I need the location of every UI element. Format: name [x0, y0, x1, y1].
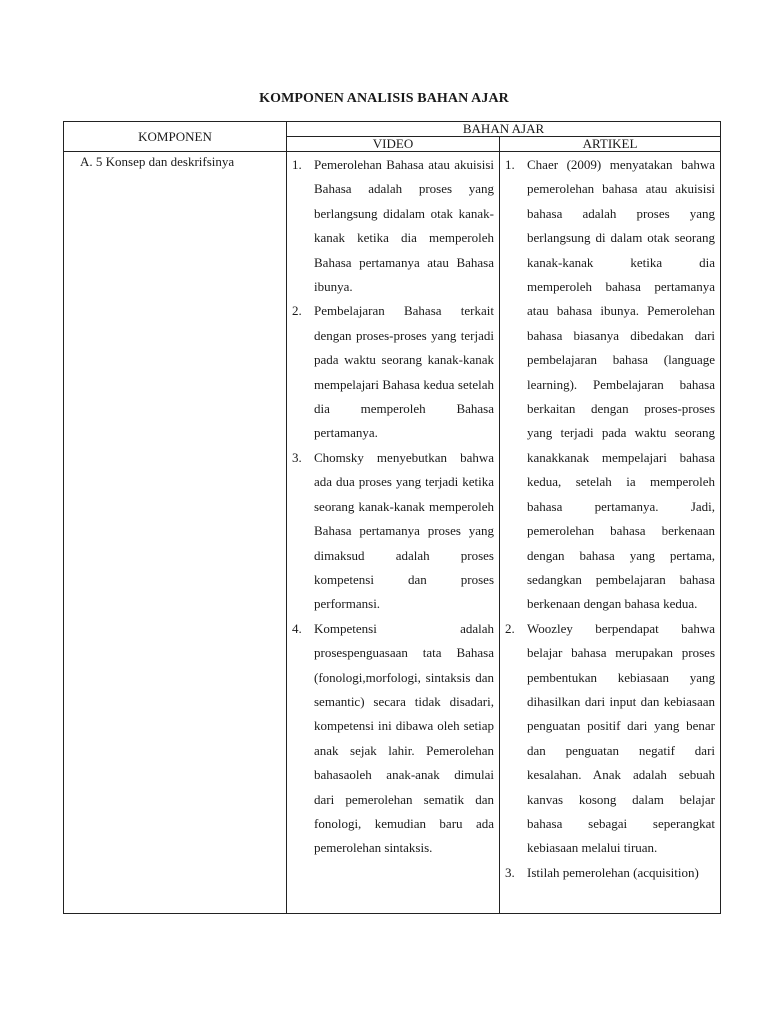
header-video: VIDEO — [287, 137, 500, 152]
video-item — [287, 153, 499, 299]
artikel-item — [500, 153, 720, 617]
artikel-item-text: Istilah pemerolehan (acquisition) — [527, 864, 699, 880]
video-item-number: 1. — [292, 157, 302, 172]
artikel-item-number: 3. — [505, 864, 515, 880]
komponen-cell: A. 5 Konsep dan deskrifsinya — [64, 152, 287, 914]
video-item — [287, 446, 499, 617]
video-item — [287, 299, 499, 445]
header-komponen: KOMPONEN — [64, 122, 287, 152]
artikel-cell — [500, 152, 721, 914]
artikel-item — [500, 861, 720, 885]
header-artikel: ARTIKEL — [500, 137, 721, 152]
video-cell — [287, 152, 500, 914]
artikel-item-number: 1. — [505, 157, 515, 172]
video-item-text: Kompetensi adalah prosespenguasaan tata Bahasa (fonologi,morfologi, sintaksis dan semantic) secara tidak disadari, kompetensi ini dibawa oleh setiap anak sejak lahir. Pemerolehan bahasaoleh anak-anak dimulai dari pemerolehan sematik dan fonologi, kemudian baru ada pemerolehan sintaksis. — [314, 620, 494, 856]
video-item-text: Pemerolehan Bahasa atau akuisisi Bahasa adalah proses yang berlangsung didalam otak kanak-kanak ketika dia memperoleh Bahasa pertamanya atau Bahasa ibunya. — [314, 157, 494, 295]
video-item-text: Chomsky menyebutkan bahwa ada dua proses yang terjadi ketika seorang kanak-kanak memperoleh Bahasa pertamanya proses yang dimaksud adalah proses kompetensi dan proses performansi. — [314, 449, 494, 612]
artikel-item — [500, 617, 720, 861]
video-list — [287, 153, 499, 861]
artikel-item-text: Woozley berpendapat bahwa belajar bahasa merupakan proses pembentukan kebiasaan yang dihasilkan dari input dan kebiasaan penguatan positif dari yang benar dan penguatan negatif dari kesalahan. Anak adalah sebuah kanvas kosong dalam belajar bahasa sebagai seperangkat kebiasaan melalui tiruan. — [527, 620, 716, 856]
video-item-text: Pembelajaran Bahasa terkait dengan proses-proses yang terjadi pada waktu seorang kanak-kanak mempelajari Bahasa kedua setelah dia memperoleh Bahasa pertamanya. — [314, 303, 494, 441]
video-item-number: 2. — [292, 303, 302, 319]
video-item-number: 4. — [292, 620, 302, 636]
artikel-list — [500, 153, 720, 885]
artikel-item-number: 2. — [505, 620, 515, 636]
analysis-table — [63, 121, 721, 914]
video-item — [287, 617, 499, 861]
artikel-item-text: Chaer (2009) menyatakan bahwa pemerolehan bahasa atau akuisisi bahasa adalah proses yang berlangsung di dalam otak seorang kanak-kanak ketika dia memperoleh bahasa pertamanya atau bahasa ibunya. Pemerolehan bahasa biasanya dibedakan dari pembelajaran bahasa (language learning). Pembelajaran bahasa berkaitan dengan proses-proses yang terjadi pada waktu seorang kanakkanak mempelajari bahasa kedua, setelah ia memperoleh bahasa pertamanya. Jadi, pemerolehan bahasa berkenaan dengan bahasa yang pertama, sedangkan pembelajaran bahasa berkenaan dengan bahasa kedua. — [527, 157, 716, 612]
header-bahan-ajar: BAHAN AJAR — [287, 122, 721, 137]
video-item-number: 3. — [292, 449, 302, 465]
document-title: KOMPONEN ANALISIS BAHAN AJAR — [259, 91, 509, 106]
